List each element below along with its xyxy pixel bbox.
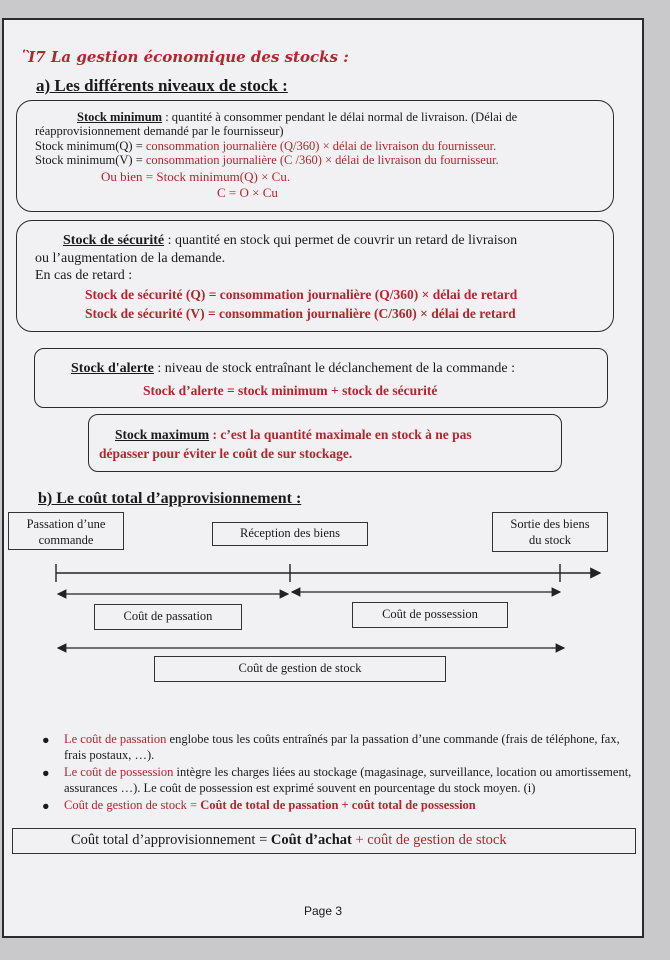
- stock-securite-formula-v: Stock de sécurité (V) = consommation journalière (C/360) × délai de retard: [85, 306, 516, 321]
- stock-minimum-formula-q: Stock minimum(Q) = consommation journalière (Q/360) × délai de livraison du fournisseur.: [35, 139, 497, 153]
- list-item: ● Le coût de possession intègre les charges liées au stockage (magasinage, surveillance, location ou amortissement, assurances …). Le coût de possession est exprimé souvent en pourcentage du stock moyen. (i): [42, 765, 632, 795]
- stock-maximum-definition-2: dépasser pour éviter le coût de sur stockage.: [99, 446, 353, 461]
- stock-securite-definition-3: En cas de retard :: [35, 268, 133, 283]
- timeline-diagram: [4, 20, 644, 680]
- cout-gestion-label: Coût de gestion de stock: [154, 656, 446, 682]
- definitions-list: [42, 732, 632, 816]
- page-number: Page 3: [304, 904, 343, 918]
- stock-securite-definition: Stock de sécurité : quantité en stock qui permet de couvrir un retard de livraison: [63, 233, 518, 248]
- cout-possession-label: Coût de possession: [352, 602, 508, 628]
- document-page: [2, 18, 644, 938]
- stock-minimum-formula-cu: Ou bien = Stock minimum(Q) × Cu.: [101, 169, 291, 184]
- section-a-heading: a) Les différents niveaux de stock :: [36, 76, 288, 95]
- total-formula-box: Coût total d’approvisionnement = Coût d’achat + coût de gestion de stock: [12, 828, 636, 854]
- passation-commande-label: Passation d’une commande: [8, 512, 124, 550]
- list-item: ● Coût de gestion de stock = Coût de total de passation + coût total de possession: [42, 798, 476, 813]
- reception-biens-label: Réception des biens: [212, 522, 368, 546]
- stock-alerte-definition: Stock d'alerte : niveau de stock entraînant le déclanchement de la commande :: [71, 361, 515, 376]
- stock-maximum-definition: Stock maximum : c’est la quantité maximale en stock à ne pas: [115, 427, 472, 442]
- section-title: Ἳ7 La gestion économique des stocks :: [22, 48, 349, 66]
- stock-minimum-formula-c: C = O × Cu: [217, 185, 278, 200]
- section-b-heading: b) Le coût total d’approvisionnement :: [38, 490, 302, 507]
- stock-securite-formula-q: Stock de sécurité (Q) = consommation journalière (Q/360) × délai de retard: [85, 287, 518, 302]
- sortie-biens-label: Sortie des biens du stock: [492, 512, 608, 552]
- cout-passation-label: Coût de passation: [94, 604, 242, 630]
- stock-securite-definition-2: ou l’augmentation de la demande.: [35, 251, 226, 266]
- stock-alerte-formula: Stock d’alerte = stock minimum + stock de sécurité: [143, 383, 438, 398]
- stock-minimum-definition: Stock minimum : quantité à consommer pendant le délai normal de livraison. (Délai de: [77, 110, 518, 124]
- list-item: ● Le coût de passation englobe tous les coûts entraînés par la passation d’une commande (frais de téléphone, fax, frais postaux, …).: [42, 732, 620, 762]
- stock-minimum-definition-2: réapprovisionnement demandé par le fournisseur): [35, 124, 284, 138]
- stock-minimum-formula-v: Stock minimum(V) = consommation journalière (C /360) × délai de livraison du fournisseur.: [35, 153, 499, 167]
